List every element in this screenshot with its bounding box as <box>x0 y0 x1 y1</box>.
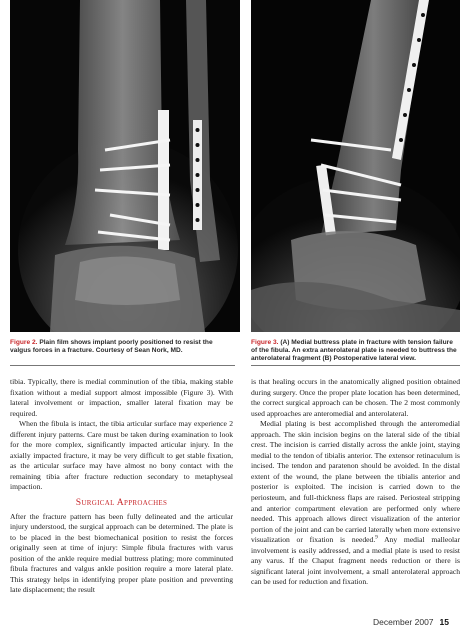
footer-date: December 2007 <box>373 617 434 627</box>
figure-3-number: Figure 3. <box>251 339 279 346</box>
page-footer <box>373 617 449 627</box>
body-paragraph: When the fibula is intact, the tibia articular surface may experience 2 different injury patterns. Care must be taken during examination to look for the more complex, significantly impacted articular injury. In the axially impacted fracture, it may be very difficult to get stable fixation, as the articular surface may have almost no bony contact with the remaining tibia after fracture reduction secondary to metaphyseal impaction. <box>10 419 233 492</box>
page-number: 15 <box>439 617 449 627</box>
body-column-left <box>10 377 233 596</box>
section-heading: Surgical Approaches <box>75 497 168 509</box>
body-paragraph <box>251 419 460 588</box>
body-paragraph-text: Medial plating is best accomplished through the anteromedial approach. The skin incision begins on the lateral side of the tibial crest. The incision is carried distally across the ankle joint, staying medial to the tendon of tibialis anterior. The extensor retinaculum is incised. The tendon and paratenon should be avoided. In the distal extent of the wound, the plane between the tibialis anterior and posterior is exploited. The incision is carried down to the periosteum, and full-thickness flaps are raised. Periosteal stripping and anterior compartment elevation are performed only where needed. This approach allows direct visualization of the anterior portion of the joint and can be carried laterally when more extensive visualization or fixation is needed. <box>251 419 460 545</box>
body-column-right <box>251 377 460 588</box>
xray-ap-image <box>10 0 240 332</box>
figure-3-caption-text: (A) Medial buttress plate in fracture with tension failure of the fibula. An extra anterolateral plate is needed to buttress the anterolateral fragment (B) Postoperative lateral view. <box>251 339 457 363</box>
figure-2-caption <box>10 339 235 355</box>
caption-divider-right <box>251 365 460 366</box>
figure-3-caption <box>251 339 460 364</box>
figure-2-number: Figure 2. <box>10 339 38 346</box>
figure-3-radiograph <box>251 0 460 332</box>
body-paragraph: tibia. Typically, there is medial comminution of the tibia, making stable fixation without a medial support almost impossible (Figure 3). With lateral involvement or impaction, smaller lateral fixation may be required. <box>10 377 233 418</box>
body-paragraph: is that healing occurs in the anatomically aligned position obtained during surgery. Once the proper plate location has been determined, the correct surgical approach can be chosen. The 2 most commonly used approaches are anteromedial and anterolateral. <box>251 377 460 418</box>
figure-2-radiograph <box>10 0 240 332</box>
figure-2-caption-text: Plain film shows implant poorly positioned to resist the valgus forces in a fracture. Courtesy of Sean Nork, MD. <box>10 339 213 355</box>
xray-lateral-image <box>251 0 460 332</box>
caption-divider-left <box>10 365 235 366</box>
body-paragraph: After the fracture pattern has been fully delineated and the articular injury understood, the surgical approach can be determined. The plate is to be placed in the best biomechanical position to resist the forces originally seen at time of injury: Simple fibula fractures with varus position of the ankle require medial buttress plating; more comminuted fibula fractures and valgus ankle position require a more lateral plate. This strategy helps in identifying proper plate position and preventing late displacement; the result <box>10 511 233 595</box>
body-paragraph-text: Any medial malleolar involvement is easily addressed, and a medial plate is used to resist any varus. If the Chaput fragment needs reduction or there is significant lateral joint involvement, a small anterolateral approach can be used for reduction and fixation. <box>251 535 460 587</box>
citation-superscript: 9 <box>375 535 378 541</box>
